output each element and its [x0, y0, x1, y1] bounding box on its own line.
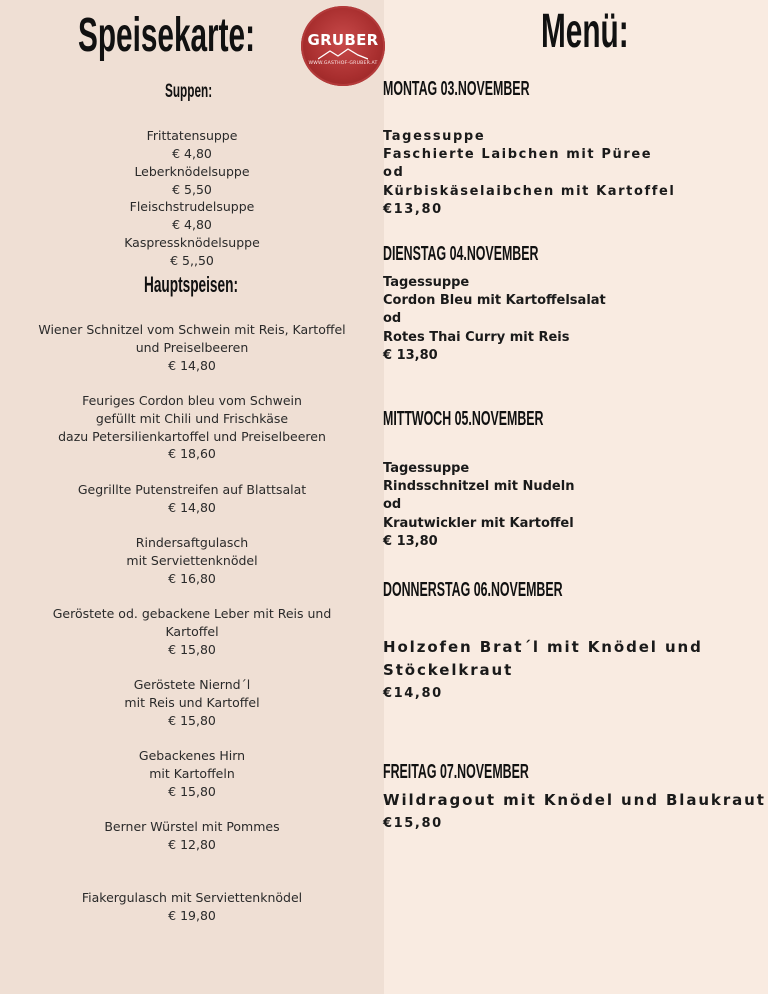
menu-price: €13,80	[383, 201, 443, 217]
menu-line: Tagessuppe	[383, 129, 486, 144]
dish-line: mit Kartoffeln	[149, 765, 235, 781]
gruber-logo	[301, 6, 385, 86]
logo-name: GRUBER	[307, 31, 379, 49]
dish-line: dazu Petersilienkartoffel und Preiselbeeren	[58, 428, 326, 444]
main-dish-item	[0, 818, 384, 854]
day-menu-donnerstag	[383, 636, 703, 705]
menu-line: Stöckelkraut	[383, 661, 514, 679]
dish-price: € 14,80	[168, 499, 216, 515]
soup-price: € 5,,50	[170, 252, 214, 268]
day-menu-freitag	[383, 789, 766, 835]
dish-line: und Preiselbeeren	[135, 339, 249, 355]
day-menu-montag	[383, 128, 675, 219]
menu-price: €15,80	[383, 816, 443, 831]
dish-line: Feuriges Cordon bleu vom Schwein	[82, 393, 302, 408]
day-heading-mittwoch: MITTWOCH 05.NOVEMBER	[383, 408, 544, 430]
dish-line: Rindersaftgulasch	[135, 535, 249, 550]
main-dish-item	[0, 747, 384, 800]
logo-url: WWW.GASTHOF-GRUBER.AT	[308, 61, 378, 66]
dish-line: Gebackenes Hirn	[138, 748, 246, 763]
soup-item	[0, 127, 384, 163]
dish-price: € 15,80	[168, 641, 216, 657]
soup-name: Kaspressknödelsuppe	[124, 235, 260, 250]
menu-line: od	[383, 497, 402, 513]
main-dish-item	[0, 481, 384, 517]
dish-line: mit Serviettenknödel	[126, 552, 258, 568]
soup-name: Leberknödelsuppe	[134, 164, 250, 179]
dish-line: gefüllt mit Chili und Frischkäse	[95, 410, 289, 426]
main-dish-item	[0, 534, 384, 587]
dish-line: mit Reis und Kartoffel	[124, 694, 260, 710]
main-dish-item	[0, 605, 384, 658]
soup-item	[0, 234, 384, 270]
main-dish-item	[0, 392, 384, 463]
main-dish-item	[0, 676, 384, 729]
menu-line: Rotes Thai Curry mit Reis	[383, 329, 570, 345]
dish-line: Geröstete od. gebackene Leber mit Reis und	[52, 606, 332, 621]
dish-line: Gegrillte Putenstreifen auf Blattsalat	[77, 482, 307, 497]
day-menu-mittwoch	[383, 460, 574, 551]
day-menu-dienstag	[383, 274, 606, 365]
menu-line: od	[383, 311, 402, 327]
menu-line: Kürbiskäselaibchen mit Kartoffel	[383, 183, 676, 199]
menu-line: Rindsschnitzel mit Nudeln	[383, 479, 575, 495]
menu-line: Tagessuppe	[383, 461, 470, 476]
menu-price: € 13,80	[383, 347, 438, 363]
hauptspeisen-heading: Hauptspeisen:	[144, 272, 238, 297]
day-heading-dienstag: DIENSTAG 04.NOVEMBER	[383, 243, 539, 265]
mountain-icon	[318, 48, 368, 60]
soup-price: € 4,80	[172, 216, 212, 232]
day-heading-montag: MONTAG 03.NOVEMBER	[383, 78, 530, 100]
soup-name: Frittatensuppe	[146, 128, 238, 143]
suppen-heading: Suppen:	[165, 81, 213, 102]
menu-line: Tagessuppe	[383, 275, 470, 290]
menu-price: €14,80	[383, 686, 443, 701]
menu-line: Wildragout mit Knödel und Blaukraut	[383, 791, 766, 809]
soup-name: Fleischstrudelsuppe	[129, 199, 255, 214]
day-heading-freitag: FREITAG 07.NOVEMBER	[383, 761, 529, 783]
dish-line: Fiakergulasch mit Serviettenknödel	[81, 890, 303, 905]
dish-price: € 18,60	[168, 446, 216, 462]
menu-line: Holzofen Brat´l mit Knödel und	[383, 638, 703, 656]
dish-price: € 14,80	[168, 357, 216, 373]
speisekarte-title: Speisekarte:	[78, 9, 256, 62]
dish-line: Wiener Schnitzel vom Schwein mit Reis, Kartoffel	[38, 322, 346, 337]
dish-price: € 19,80	[168, 907, 216, 923]
soup-item	[0, 198, 384, 234]
menu-line: Faschierte Laibchen mit Püree	[383, 147, 653, 163]
menu-price: € 13,80	[383, 533, 438, 549]
menu-line: Krautwickler mit Kartoffel	[383, 515, 574, 531]
soup-price: € 4,80	[172, 145, 212, 161]
dish-line: Kartoffel	[165, 623, 219, 639]
main-dish-item	[0, 321, 384, 374]
dish-price: € 16,80	[168, 570, 216, 586]
dish-price: € 12,80	[168, 836, 216, 852]
menue-title: Menü:	[541, 5, 629, 58]
soup-item	[0, 163, 384, 199]
dish-line: Geröstete Niernd´l	[133, 677, 251, 692]
menu-line: od	[383, 165, 405, 181]
menu-line: Cordon Bleu mit Kartoffelsalat	[383, 293, 606, 309]
dish-price: € 15,80	[168, 783, 216, 799]
dish-price: € 15,80	[168, 712, 216, 728]
day-heading-donnerstag: DONNERSTAG 06.NOVEMBER	[383, 579, 563, 601]
main-dish-item	[0, 889, 384, 925]
dish-line: Berner Würstel mit Pommes	[104, 819, 280, 834]
soup-price: € 5,50	[172, 181, 212, 197]
